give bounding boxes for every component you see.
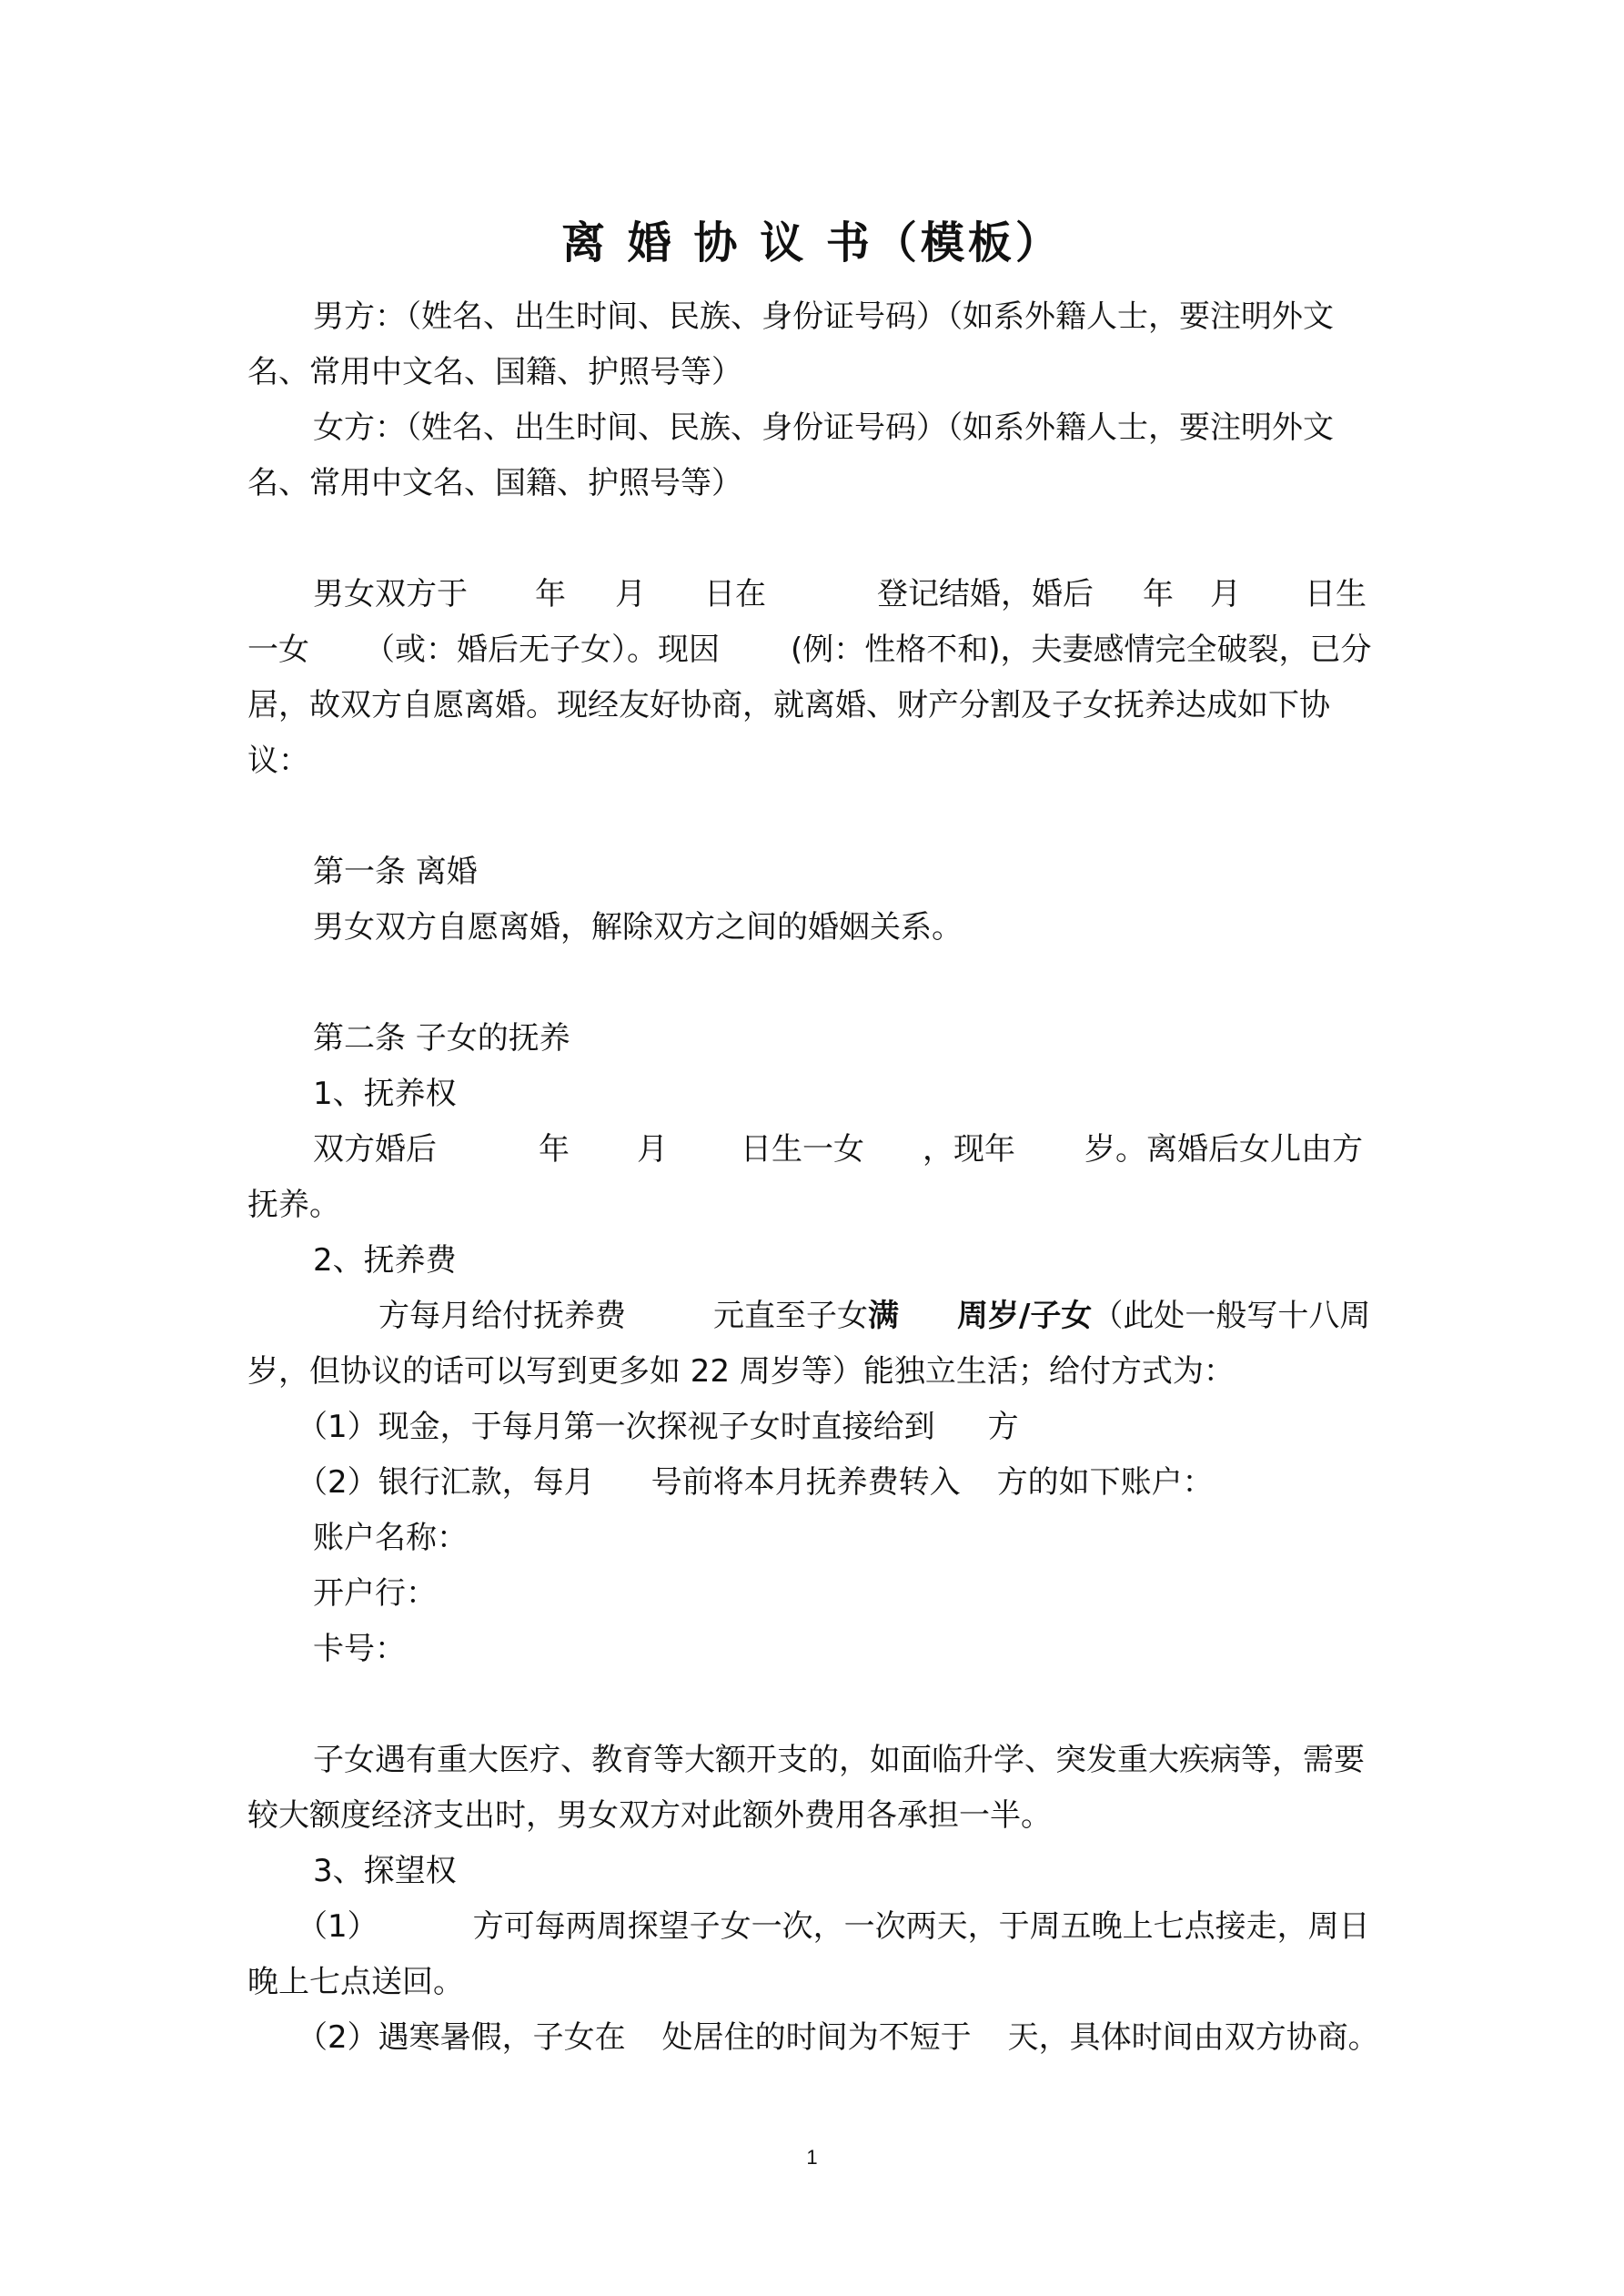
custody-text: 年 [539,1131,570,1168]
article-1-title: 第一条 离婚 [313,854,478,890]
card-number-label: 卡号： [313,1631,406,1667]
support-text: （此处一般写十八周岁，但协议的话可以写到更多如 22 周岁等）能独立生活；给付方式为： [247,1298,1371,1390]
visitation-2 [247,2010,1385,2066]
page-number: 1 [806,2146,818,2169]
custody-text: ，现年 [923,1131,1015,1168]
payment-text: （2）银行汇款，每月 [297,1464,595,1501]
payment-text: 方 [987,1409,1019,1445]
custody-heading: 1、抚养权 [313,1076,457,1112]
custody-text: 方抚养。 [247,1131,1363,1223]
intro-text: 年 [1143,576,1174,612]
spacer [247,511,1385,567]
article-1-text: 男女双方自愿离婚，解除双方之间的婚姻关系。 [313,909,963,946]
visitation-1 [247,1899,1385,2010]
visitation-text: 天，具体时间由双方协商。 [1007,2019,1379,2056]
extra-expenses-paragraph: 子女遇有重大医疗、教育等大额开支的，如面临升学、突发重大疾病等，需要较大额度经济支出时，男女双方对此额外费用各承担一半。 [247,1742,1365,1834]
spacer [247,789,1385,845]
payment-text: （1）现金，于每月第一次探视子女时直接给到 [297,1409,935,1445]
payment-text: 号前将本月抚养费转入 [651,1464,961,1501]
support-text: 方每月给付抚养费 [378,1298,626,1334]
article-2-title: 第二条 子女的抚养 [313,1020,570,1057]
custody-text: 双方婚后 [313,1131,437,1168]
support-text-bold: 满 [868,1298,899,1334]
support-text: 元直至子女 [713,1298,868,1334]
intro-text: 日生一女 [247,576,1367,668]
visitation-heading: 3、探望权 [313,1853,457,1889]
payment-method-2 [247,1455,1385,1511]
intro-text: 男女双方于 [313,576,468,612]
intro-text: 年 [535,576,566,612]
spacer [247,1677,1385,1733]
account-name-label: 账户名称： [313,1520,468,1556]
visitation-text: 处居住的时间为不短于 [661,2019,972,2056]
visitation-text: 方可每两周探望子女一次，一次两天，于周五晚上七点接走，周日晚上七点送回。 [247,1908,1370,2000]
document-body [247,289,1385,2066]
custody-text: 岁。离婚后女儿由 [1084,1131,1332,1168]
custody-text: 月 [637,1131,668,1168]
intro-text: 登记结婚，婚后 [877,576,1094,612]
intro-text: 月 [1210,576,1241,612]
payment-method-1 [247,1400,1385,1455]
support-heading: 2、抚养费 [313,1242,457,1279]
document-title: 离 婚 协 议 书（模板） [561,217,1063,268]
intro-text: 月 [615,576,646,612]
bank-label: 开户行： [313,1575,437,1612]
support-text-bold: 周岁/子女 [957,1298,1093,1334]
visitation-text: （1） [297,1908,378,1945]
spacer [247,956,1385,1011]
intro-paragraph [247,567,1385,789]
intro-text: (例：性格不和)，夫妻感情完全破裂，已分居，故双方自愿离婚。现经友好协商，就离婚、财产分割及子女抚养达成如下协议： [247,632,1372,779]
payment-text: 方的如下账户： [996,1464,1214,1501]
support-paragraph [247,1289,1385,1400]
custody-paragraph [247,1122,1385,1233]
man-info: 男方：（姓名、出生时间、民族、身份证号码）（如系外籍人士，要注明外文名、常用中文名、国籍、护照号等） [247,298,1334,390]
intro-text: 日在 [704,576,766,612]
visitation-text: （2）遇寒暑假，子女在 [297,2019,626,2056]
woman-info: 女方：（姓名、出生时间、民族、身份证号码）（如系外籍人士，要注明外文名、常用中文名、国籍、护照号等） [247,410,1334,501]
custody-text: 日生一女 [741,1131,864,1168]
intro-text: （或：婚后无子女）。现因 [364,632,720,668]
